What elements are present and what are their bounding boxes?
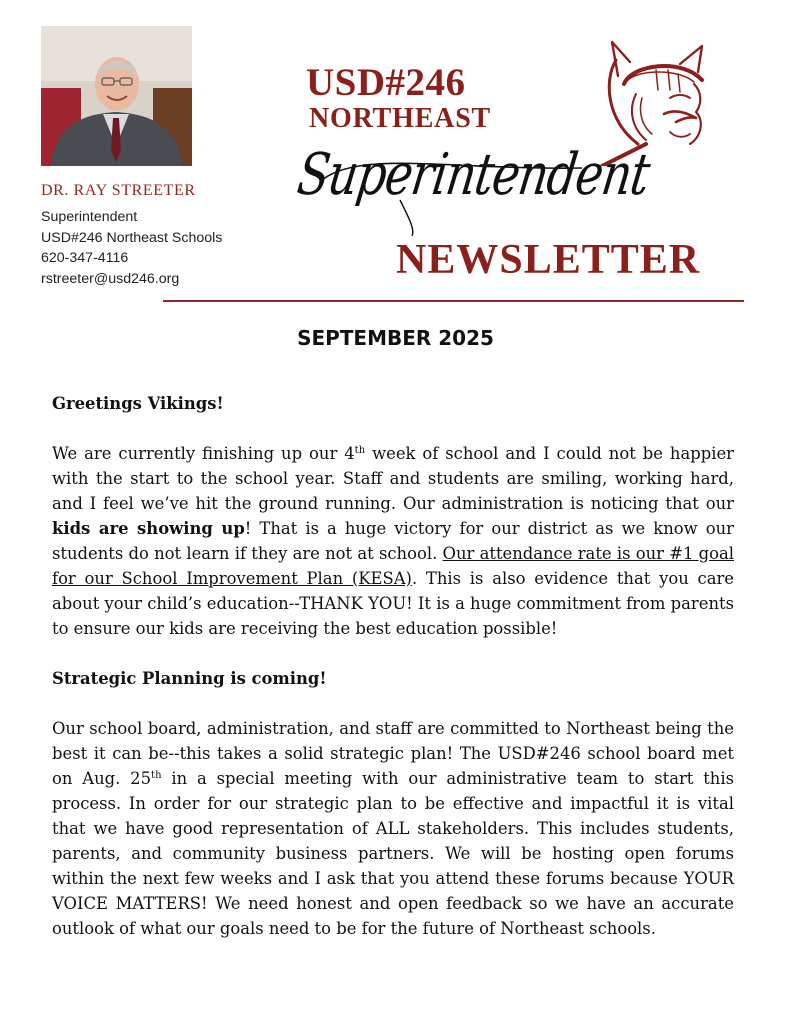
contact-email[interactable]: rstreeter@usd246.org: [41, 271, 180, 287]
school-name: NORTHEAST: [309, 103, 492, 134]
district-name: USD#246: [306, 61, 466, 104]
issue-date: SEPTEMBER 2025: [297, 326, 494, 350]
header-divider: [163, 300, 744, 302]
attendance-goal-underline: Our attendance rate is our #1 goal for our School Improvement Plan (KESA): [52, 544, 734, 588]
contact-title: Superintendent: [41, 209, 138, 225]
paragraph-school-start: We are currently finishing up our 4th week of school and I could not be happier with the start to the school year. Staff and students are smiling, working hard, and I feel we’ve hit the ground running. Our administration is noticing that our kids are showing up! That is a huge victory for our district as we know our students do not learn if they are not at school. Our attendance rate is our #1 goal for our School Improvement Plan (KESA). This is also evidence that you care about your child’s education--THANK YOU! It is a huge commitment from parents to ensure our kids are receiving the best education possible!: [52, 444, 734, 638]
paragraph-strategic-planning: Our school board, administration, and staff are committed to Northeast being the best it can be--this takes a solid strategic plan! The USD#246 school board met on Aug. 25th in a special meeting with our administrative team to start this process. In order for our strategic plan to be effective and impactful it is vital that we have good representation of ALL stakeholders. This includes students, parents, and community business partners. We will be hosting open forums within the next few weeks and I ask that you attend these forums because YOUR VOICE MATTERS! We need honest and open feedback so we have an accurate outlook of what our goals need to be for the future of Northeast schools.: [52, 719, 735, 938]
contact-organization: USD#246 Northeast Schools: [41, 230, 223, 246]
contact-phone: 620-347-4116: [41, 250, 129, 266]
superintendent-photo: [41, 26, 192, 166]
greeting-heading: Greetings Vikings!: [52, 394, 224, 413]
newsletter-title: NEWSLETTER: [396, 237, 701, 283]
newsletter-body: [52, 391, 734, 941]
strategic-planning-heading: Strategic Planning is coming!: [52, 669, 327, 688]
contact-name: DR. RAY STREETER: [41, 182, 196, 199]
superintendent-script-title: Superintendent: [293, 140, 654, 208]
viking-mascot-icon: [598, 40, 718, 166]
kids-showing-up-emphasis: kids are showing up: [52, 519, 245, 538]
